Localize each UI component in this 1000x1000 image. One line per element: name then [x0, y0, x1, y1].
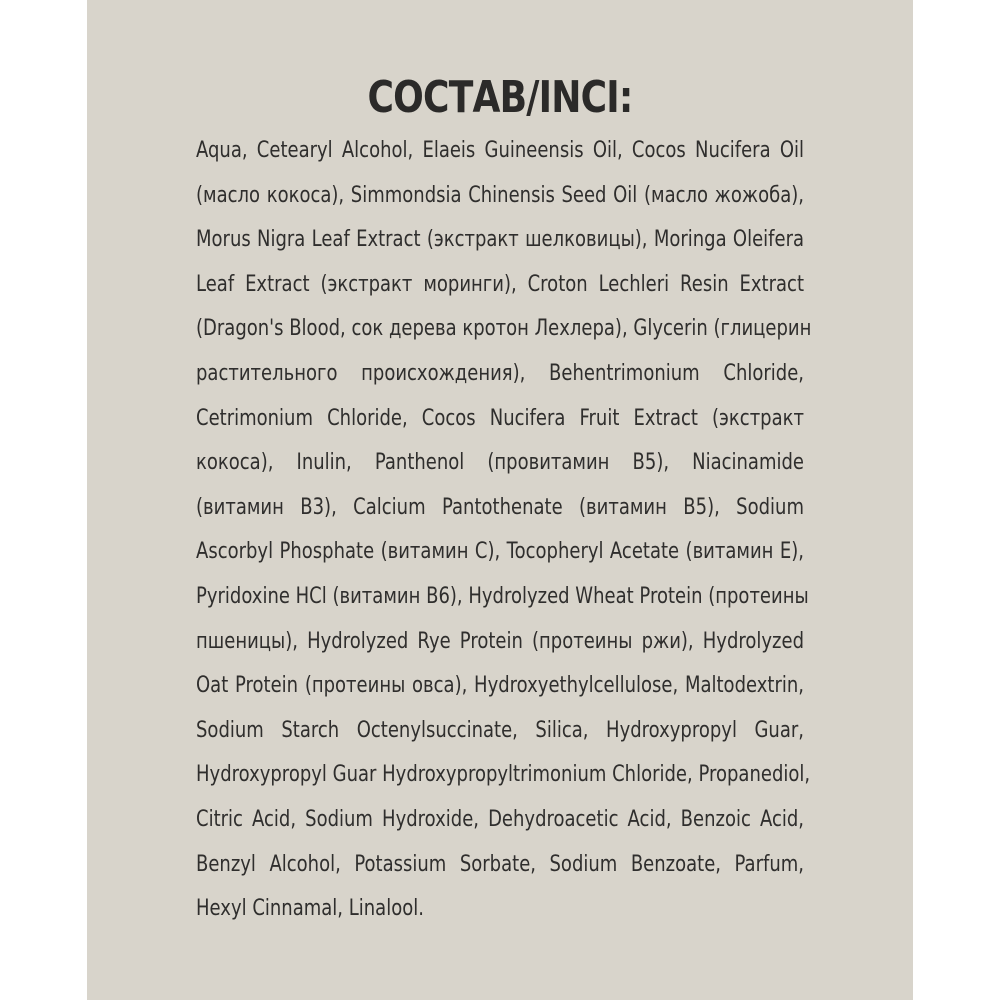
- ingredients-line: [196, 797, 804, 842]
- ingredients-line: [196, 708, 804, 753]
- ingredients-text: [196, 128, 812, 931]
- ingredients-line: [196, 173, 804, 218]
- ingredients-line-text: (витамин B3), Calcium Pantothenate (витамин B5), Sodium: [196, 493, 804, 520]
- ingredients-line: [196, 485, 804, 530]
- ingredients-line-text: (Dragon's Blood, сок дерева кротон Лехлера), Glycerin (глицерин: [196, 315, 812, 342]
- ingredients-line-text: Pyridoxine HCl (витамин B6), Hydrolyzed Wheat Protein (протеины: [196, 582, 809, 609]
- ingredients-line-text: Leaf Extract (экстракт моринги), Croton Lechleri Resin Extract: [196, 270, 804, 297]
- ingredients-line-text: Oat Protein (протеины овса), Hydroxyethylcellulose, Maltodextrin,: [196, 672, 804, 699]
- ingredients-line-text: Ascorbyl Phosphate (витамин C), Tocopheryl Acetate (витамин E),: [196, 538, 804, 565]
- ingredients-line-text: пшеницы), Hydrolyzed Rye Protein (протеины ржи), Hydrolyzed: [196, 627, 804, 654]
- ingredients-line-text: Aqua, Cetearyl Alcohol, Elaeis Guineensis Oil, Cocos Nucifera Oil: [196, 137, 804, 163]
- ingredients-line: [196, 886, 804, 931]
- ingredients-line-text: Hydroxypropyl Guar Hydroxypropyltrimonium Chloride, Propanediol,: [196, 761, 811, 788]
- ingredients-panel: [87, 0, 913, 1000]
- ingredients-line: [196, 306, 812, 351]
- ingredients-line-text: растительного происхождения), Behentrimonium Chloride,: [196, 359, 804, 386]
- ingredients-line: [196, 663, 804, 708]
- ingredients-line-text: Sodium Starch Octenylsuccinate, Silica, Hydroxypropyl Guar,: [196, 716, 804, 743]
- ingredients-line: [196, 619, 804, 664]
- ingredients-line: [196, 396, 804, 441]
- ingredients-line-text: Citric Acid, Sodium Hydroxide, Dehydroacetic Acid, Benzoic Acid,: [196, 805, 804, 832]
- ingredients-line-text: Morus Nigra Leaf Extract (экстракт шелковицы), Moringa Oleifera: [196, 226, 804, 253]
- ingredients-line-text: (масло кокоса), Simmondsia Chinensis Seed Oil (масло жожоба),: [196, 181, 804, 208]
- ingredients-line: [196, 529, 804, 574]
- ingredients-line: [196, 217, 804, 262]
- ingredients-line: [196, 128, 804, 173]
- ingredients-line-text: кокоса), Inulin, Panthenol (провитамин B5), Niacinamide: [196, 449, 804, 476]
- ingredients-line: [196, 440, 804, 485]
- ingredients-line: [196, 842, 804, 887]
- ingredients-line: [196, 574, 809, 619]
- ingredients-line: [196, 752, 811, 797]
- page-title: СОСТАВ/INCI:: [367, 72, 633, 123]
- ingredients-line-text: Hexyl Cinnamal, Linalool.: [196, 895, 424, 922]
- ingredients-line-text: Cetrimonium Chloride, Cocos Nucifera Fruit Extract (экстракт: [196, 404, 804, 431]
- ingredients-line-text: Benzyl Alcohol, Potassium Sorbate, Sodium Benzoate, Parfum,: [196, 850, 804, 877]
- ingredients-line: [196, 262, 804, 307]
- ingredients-line: [196, 351, 804, 396]
